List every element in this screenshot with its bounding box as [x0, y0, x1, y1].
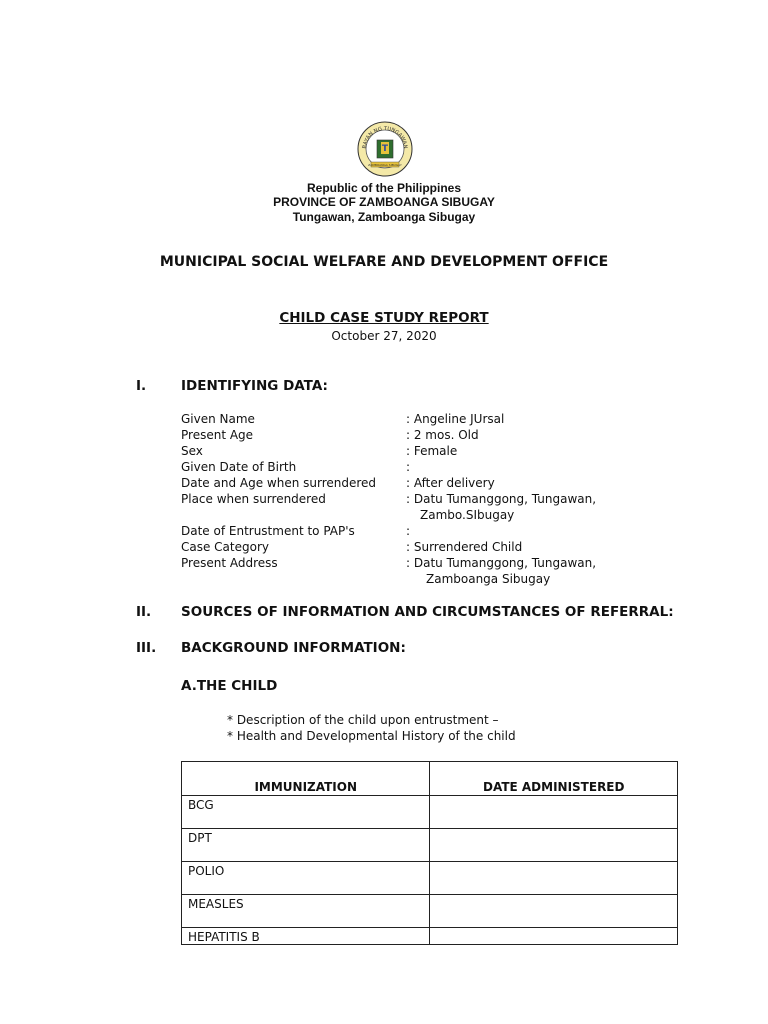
table-row: [182, 895, 678, 928]
column-header-immunization: IMMUNIZATION: [182, 762, 430, 796]
immunization-name: BCG: [182, 796, 430, 829]
section-1-title: IDENTIFYING DATA:: [181, 378, 328, 394]
date-administered-cell: [430, 862, 678, 895]
field-label: Sex: [181, 444, 203, 458]
field-value: :: [406, 460, 411, 474]
child-note: * Description of the child upon entrustment –: [227, 713, 499, 727]
municipal-seal-logo: [357, 121, 413, 177]
svg-text:ZAMBOANGA SIBUGAY: ZAMBOANGA SIBUGAY: [368, 163, 402, 167]
field-value: :: [406, 524, 411, 538]
office-name: MUNICIPAL SOCIAL WELFARE AND DEVELOPMENT OFFICE: [159, 254, 609, 270]
field-value: : Surrendered Child: [406, 540, 523, 554]
date-administered-cell: [430, 895, 678, 928]
immunization-name: DPT: [182, 829, 430, 862]
date-administered-cell: [430, 796, 678, 829]
field-value: : Datu Tumanggong, Tungawan,: [406, 492, 597, 506]
svg-text:T: T: [381, 144, 389, 154]
section-2-title: SOURCES OF INFORMATION AND CIRCUMSTANCES OF REFERRAL:: [181, 604, 674, 620]
field-label: Place when surrendered: [181, 492, 326, 506]
table-row: [182, 862, 678, 895]
immunization-name: POLIO: [182, 862, 430, 895]
section-3-number: III.: [136, 640, 157, 656]
subsection-a-title: A.THE CHILD: [181, 678, 278, 694]
header-municipality: Tungawan, Zamboanga Sibugay: [292, 210, 476, 224]
report-date: October 27, 2020: [331, 329, 437, 343]
report-title: CHILD CASE STUDY REPORT: [279, 310, 489, 326]
field-value: : Datu Tumanggong, Tungawan,: [406, 556, 597, 570]
svg-text:BAYAN NG TUNGAWAN: BAYAN NG TUNGAWAN: [361, 125, 409, 149]
table-row: [182, 928, 678, 945]
child-note: * Health and Developmental History of the child: [227, 729, 516, 743]
field-label: Given Name: [181, 412, 255, 426]
table-row: [182, 796, 678, 829]
section-1-number: I.: [136, 378, 147, 394]
field-value: : Female: [406, 444, 458, 458]
date-administered-cell: [430, 829, 678, 862]
field-label: Date of Entrustment to PAP's: [181, 524, 355, 538]
field-value: : 2 mos. Old: [406, 428, 479, 442]
table-row: [182, 829, 678, 862]
header-province: PROVINCE OF ZAMBOANGA SIBUGAY: [273, 195, 495, 209]
immunization-name: HEPATITIS B: [182, 928, 430, 945]
field-label: Case Category: [181, 540, 269, 554]
immunization-name: MEASLES: [182, 895, 430, 928]
field-value-continued: Zamboanga Sibugay: [426, 572, 551, 586]
table-header-row: [182, 762, 678, 796]
section-3-title: BACKGROUND INFORMATION:: [181, 640, 406, 656]
field-label: Given Date of Birth: [181, 460, 297, 474]
field-label: Date and Age when surrendered: [181, 476, 377, 490]
field-value: : After delivery: [406, 476, 495, 490]
field-label: Present Age: [181, 428, 254, 442]
field-label: Present Address: [181, 556, 278, 570]
column-header-date-administered: DATE ADMINISTERED: [430, 762, 678, 796]
field-value: : Angeline JUrsal: [406, 412, 505, 426]
date-administered-cell: [430, 928, 678, 945]
immunization-table: [181, 761, 678, 945]
field-value-continued: Zambo.SIbugay: [420, 508, 515, 522]
header-republic: Republic of the Philippines: [306, 181, 461, 195]
section-2-number: II.: [136, 604, 152, 620]
